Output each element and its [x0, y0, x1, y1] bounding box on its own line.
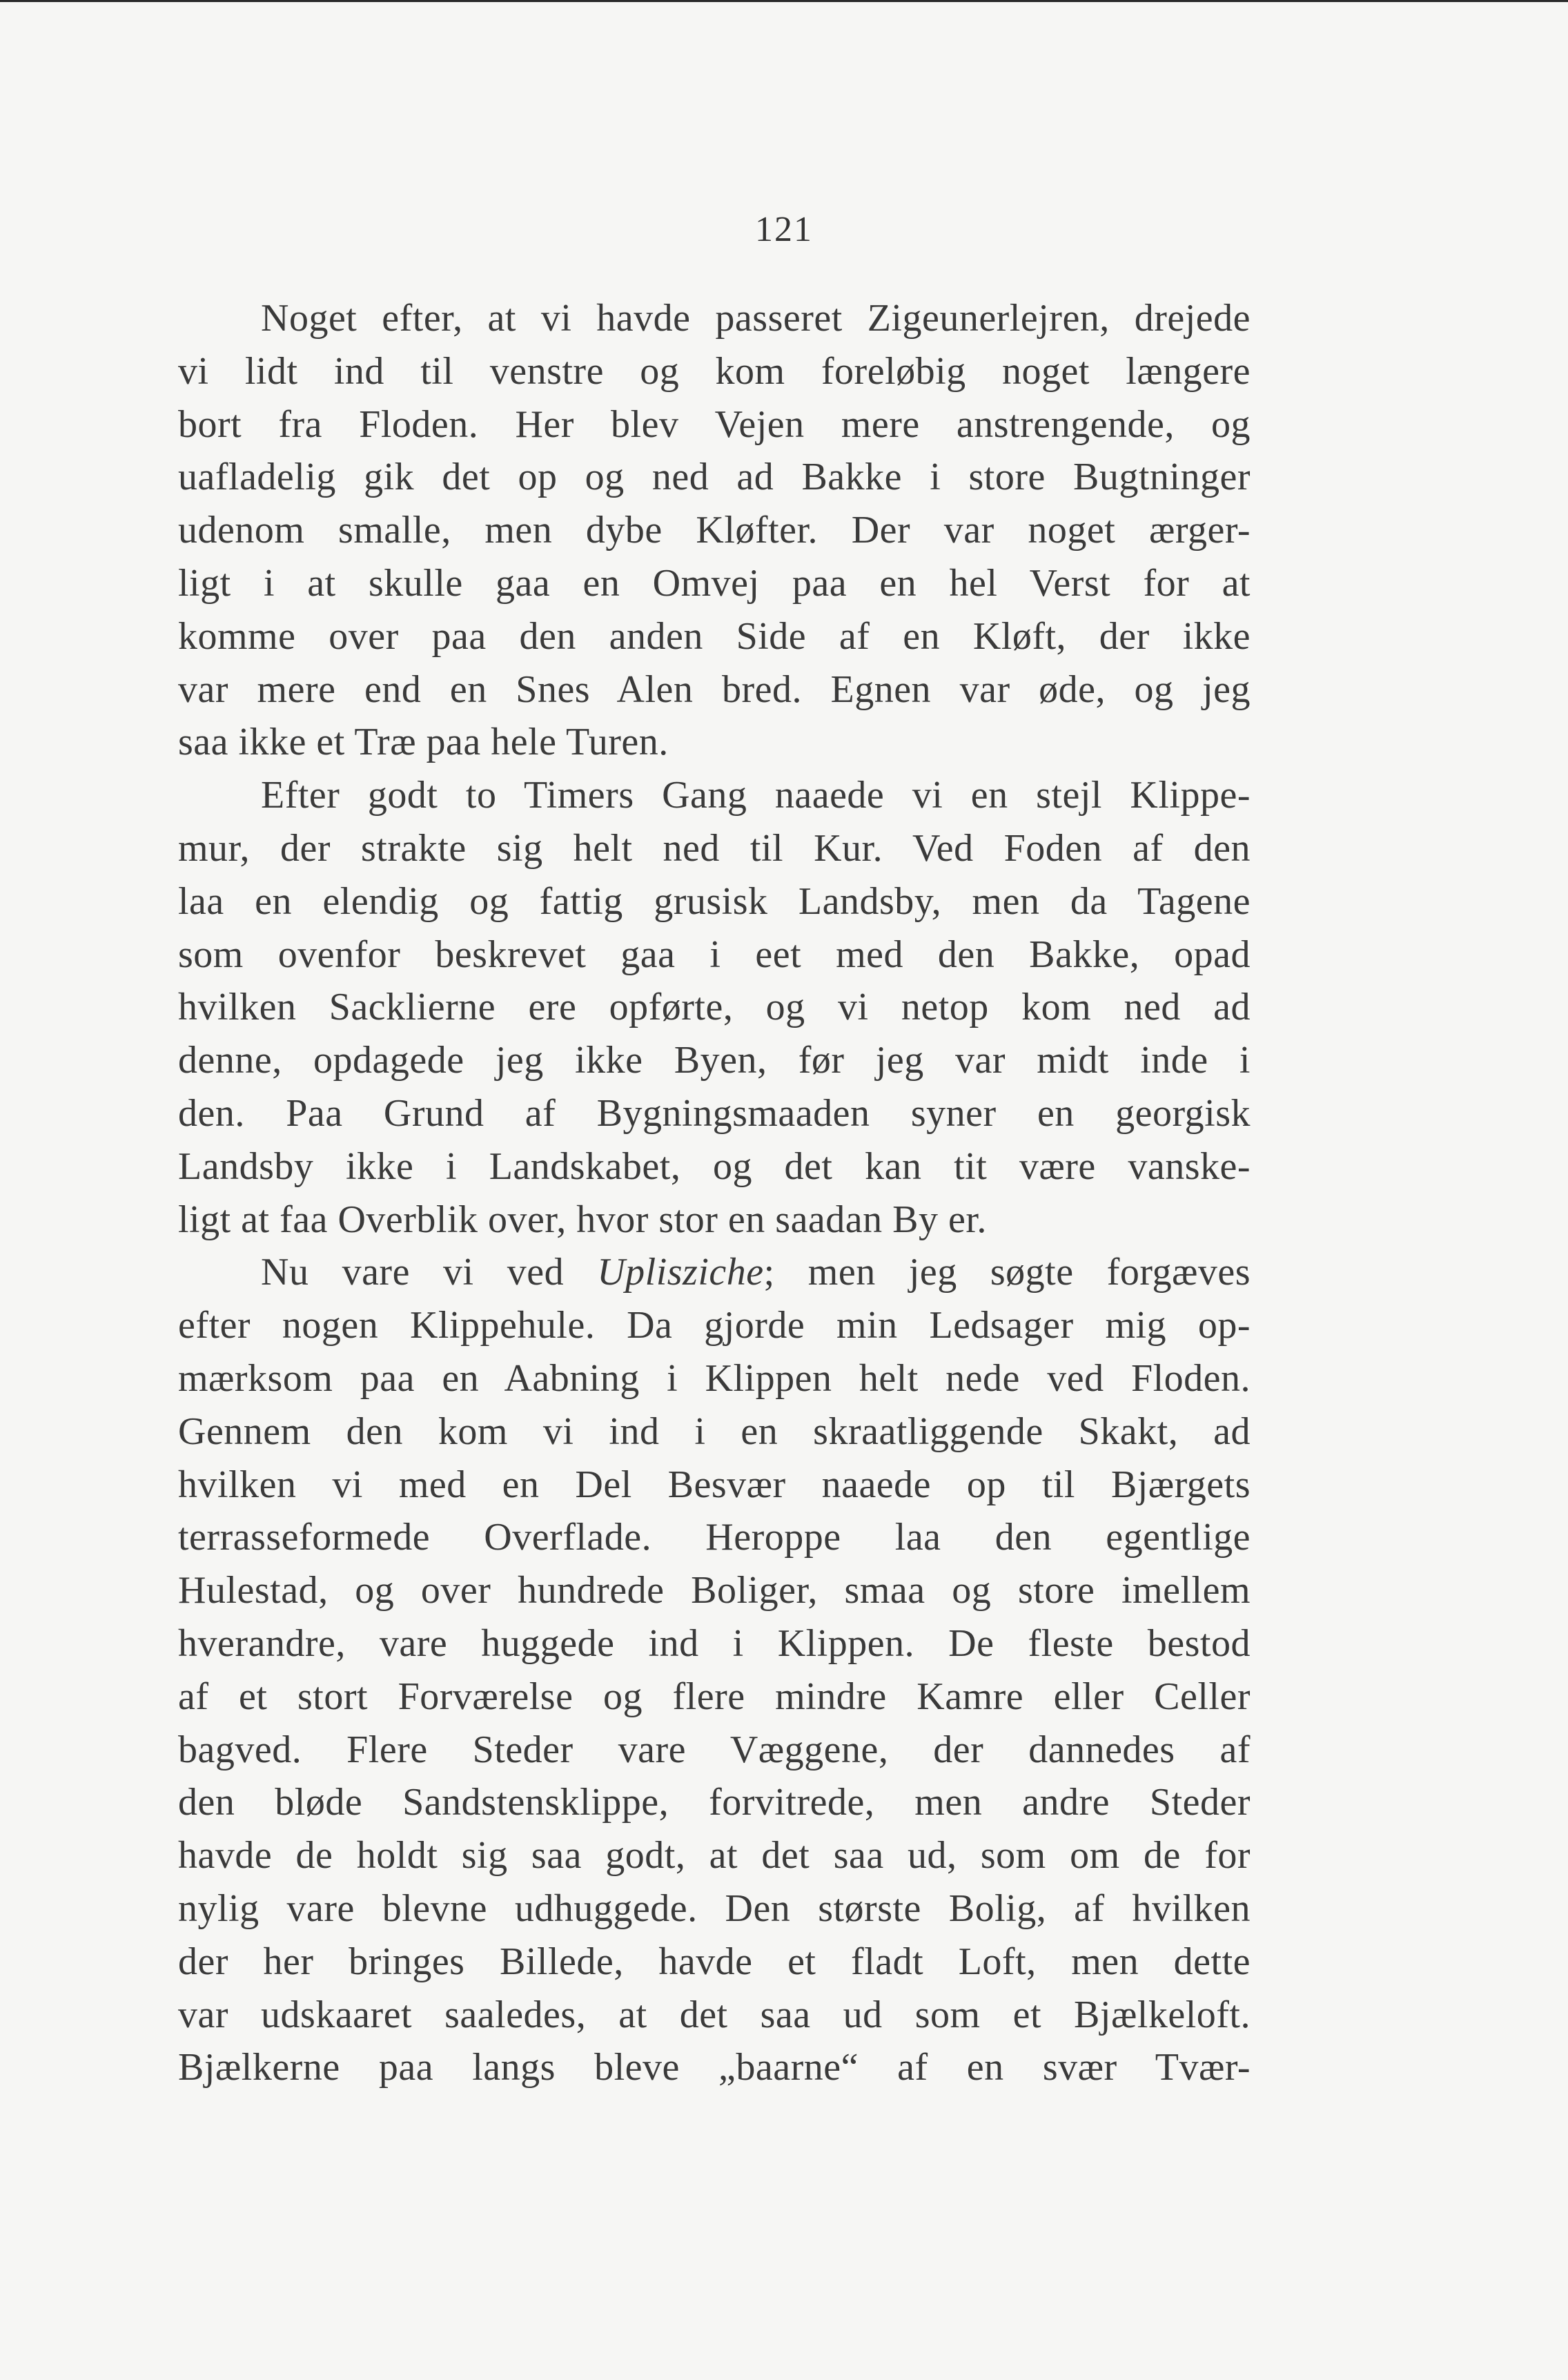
- text-line: komme over paa den anden Side af en Kløft, der ikke: [178, 614, 1251, 658]
- text-line: saa ikke et Træ paa hele Turen.: [178, 721, 669, 764]
- text-line: Hulestad, og over hundrede Boliger, smaa og store imellem: [178, 1569, 1251, 1612]
- text-line: den bløde Sandstensklippe, forvitrede, men andre Steder: [178, 1781, 1251, 1824]
- text-line: ligt i at skulle gaa en Omvej paa en hel Verst for at: [178, 561, 1251, 605]
- text-line: var mere end en Snes Alen bred. Egnen var øde, og jeg: [178, 667, 1251, 711]
- text-line: ligt at faa Overblik over, hvor stor en saadan By er.: [178, 1198, 987, 1241]
- text-line: Gennem den kom vi ind i en skraatliggende Skakt, ad: [178, 1410, 1251, 1453]
- text-line: bagved. Flere Steder vare Væggene, der dannedes af: [178, 1728, 1251, 1771]
- text-line: der her bringes Billede, havde et fladt Loft, men dette: [178, 1940, 1251, 1983]
- text-line: af et stort Forværelse og flere mindre Kamre eller Celler: [178, 1675, 1251, 1718]
- text-line: vi lidt ind til venstre og kom foreløbig noget længere: [178, 349, 1251, 393]
- text-line: var udskaaret saaledes, at det saa ud som et Bjælkeloft.: [178, 1993, 1251, 2036]
- text-line: denne, opdagede jeg ikke Byen, før jeg var midt inde i: [178, 1039, 1251, 1082]
- text-line: som ovenfor beskrevet gaa i eet med den Bakke, opad: [178, 933, 1251, 976]
- text-line: hvilken vi med en Del Besvær naaede op til Bjærgets: [178, 1463, 1251, 1506]
- text-line: mur, der strakte sig helt ned til Kur. Ved Foden af den: [178, 826, 1251, 870]
- text-line: hverandre, vare huggede ind i Klippen. De fleste bestod: [178, 1621, 1251, 1665]
- text-line: hvilken Sacklierne ere opførte, og vi netop kom ned ad: [178, 986, 1251, 1029]
- text-line: laa en elendig og fattig grusisk Landsby, men da Tagene: [178, 879, 1251, 923]
- body-text: [178, 292, 1251, 2094]
- text-line: nylig vare blevne udhuggede. Den største Bolig, af hvilken: [178, 1886, 1251, 1930]
- text-line: bort fra Floden. Her blev Vejen mere anstrengende, og: [178, 402, 1251, 446]
- text-line: havde de holdt sig saa godt, at det saa ud, som om de for: [178, 1834, 1251, 1877]
- text-segment: ; men jeg søgte forgæves: [763, 1251, 1251, 1294]
- text-line: mærksom paa en Aabning i Klippen helt nede ved Floden.: [178, 1356, 1251, 1400]
- text-line: udenom smalle, men dybe Kløfter. Der var noget ærger-: [178, 509, 1251, 552]
- italic-place-name: Uplisziche: [597, 1251, 764, 1294]
- text-line: Noget efter, at vi havde passeret Zigeunerlejren, drejede: [261, 297, 1251, 340]
- text-line: uafladelig gik det op og ned ad Bakke i store Bugtninger: [178, 456, 1251, 499]
- text-line: terrasseformede Overflade. Heroppe laa den egentlige: [178, 1516, 1251, 1559]
- text-line: Efter godt to Timers Gang naaede vi en stejl Klippe-: [261, 774, 1251, 817]
- text-line: Landsby ikke i Landskabet, og det kan tit være vanske-: [178, 1144, 1251, 1188]
- text-segment: Nu vare vi ved: [261, 1251, 598, 1294]
- page-number: 121: [755, 210, 813, 249]
- text-line: [178, 1246, 1251, 1299]
- text-line: den. Paa Grund af Bygningsmaaden syner en georgisk: [178, 1091, 1251, 1135]
- text-line: efter nogen Klippehule. Da gjorde min Ledsager mig op-: [178, 1304, 1251, 1347]
- text-line: Bjælkerne paa langs bleve „baarne“ af en svær Tvær-: [178, 2046, 1251, 2089]
